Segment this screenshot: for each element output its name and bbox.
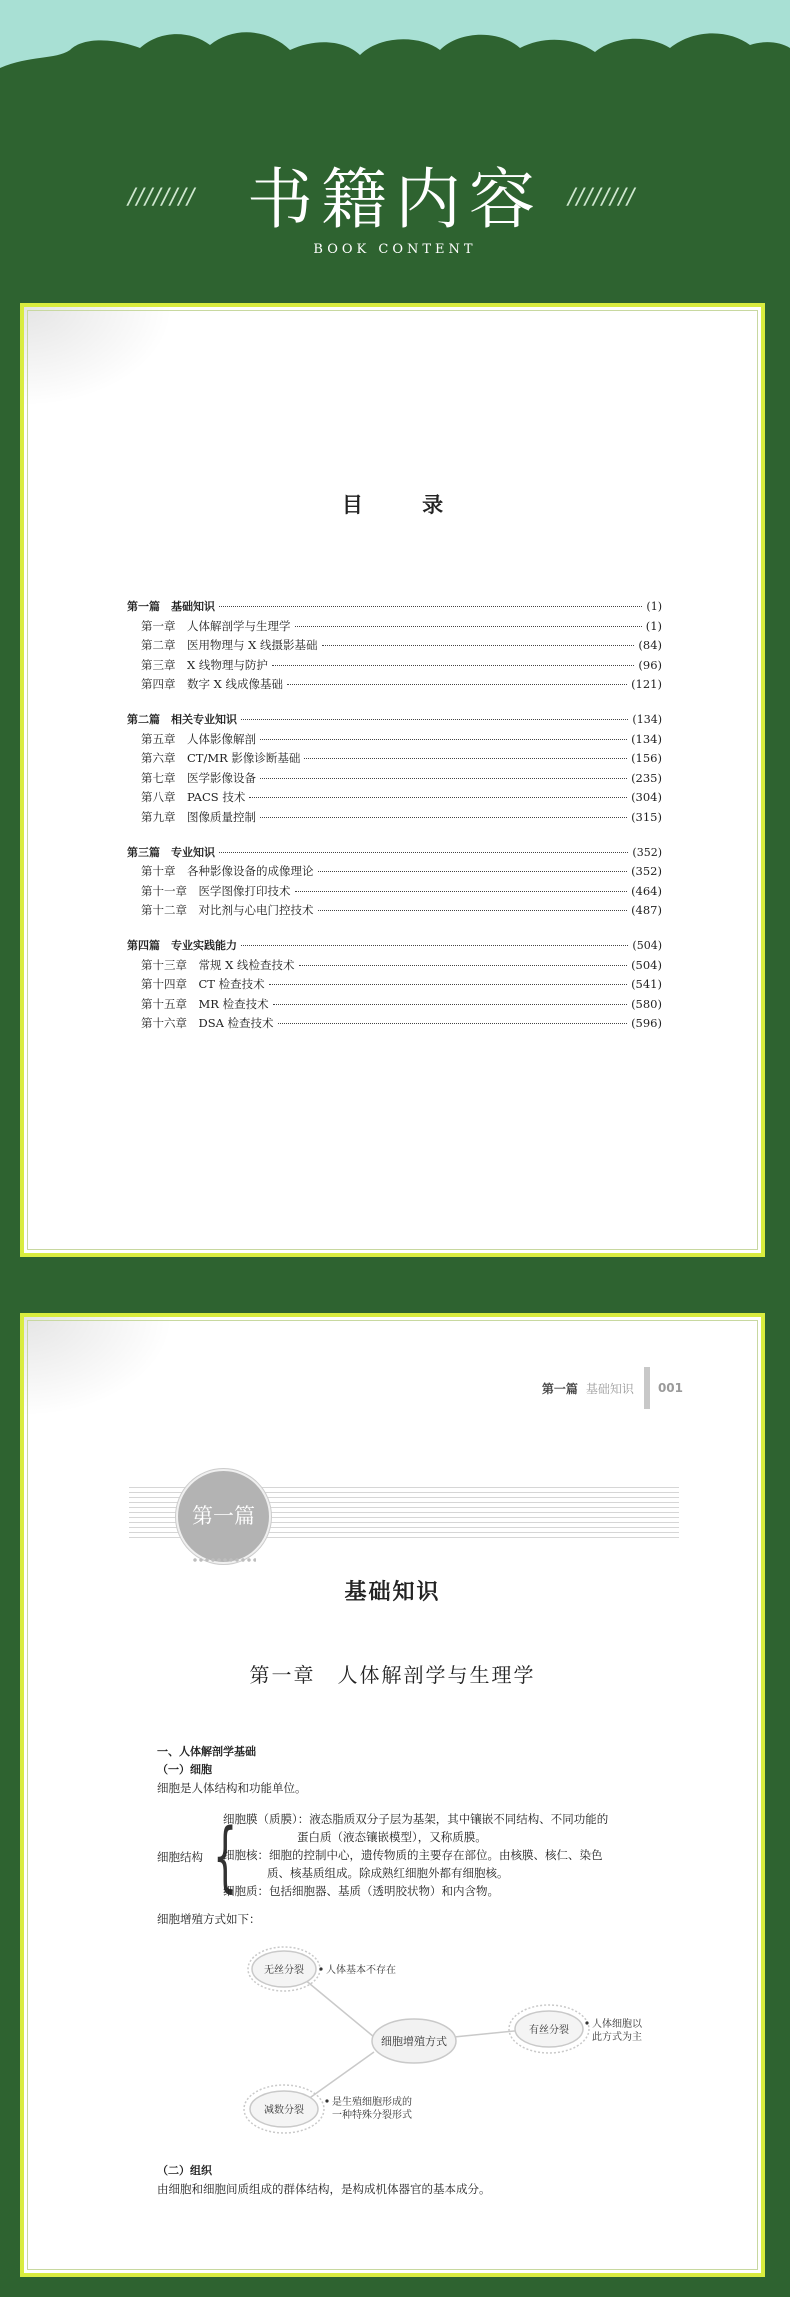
diagram-right-note-2: 此方式为主 [592, 2032, 642, 2043]
section-block-tissue [157, 2162, 687, 2198]
paragraph-cell-intro: 细胞是人体结构和功能单位。 [157, 1781, 307, 1795]
toc-chapter [127, 1014, 662, 1034]
toc-chapter-label: 第二章 医用物理与 X 线摄影基础 [141, 638, 318, 653]
bullet-icon [325, 2099, 328, 2102]
toc-chapter-page: (1) [645, 618, 662, 633]
toc-gap [127, 828, 662, 843]
heading-subtitle: BOOK CONTENT [313, 242, 477, 257]
top-decoration [0, 0, 790, 150]
toc-chapter [127, 675, 662, 695]
toc-chapter-label: 第三章 X 线物理与防护 [141, 657, 268, 672]
toc-part-label: 第三篇 专业知识 [127, 845, 215, 859]
running-head [542, 1367, 683, 1409]
leader-dots [318, 910, 628, 911]
structure-item-nucleus: 细胞核：细胞的控制中心，遗传物质的主要存在部位。由核膜、核仁、染色 [223, 1848, 603, 1862]
toc-chapter [127, 975, 662, 995]
leader-dots [322, 645, 635, 646]
toc-chapter-page: (315) [631, 809, 662, 824]
toc-chapter-page: (580) [631, 996, 662, 1011]
bullet-icon [585, 2021, 588, 2024]
running-head-part: 第一篇 [541, 1381, 578, 1396]
toc-part-page: (1) [646, 600, 662, 613]
paragraph-tissue: 由细胞和细胞间质组成的群体结构，是构成机体器官的基本成分。 [157, 2182, 491, 2196]
toc-part-page: (352) [632, 845, 662, 859]
section-block [157, 1743, 687, 1797]
connector-line [304, 2052, 374, 2102]
toc-part-label: 第二篇 相关专业知识 [127, 712, 237, 726]
leader-dots [295, 891, 628, 892]
cell-structure-block [157, 1810, 687, 1910]
toc-chapter [127, 749, 662, 769]
page-shadow [24, 307, 174, 407]
toc-chapter [127, 956, 662, 976]
toc-part-label: 第一篇 基础知识 [127, 600, 215, 613]
leader-dots [318, 871, 628, 872]
diagram-bottom-note-1: 是生殖细胞形成的 [332, 2097, 412, 2108]
structure-item-cytoplasm: 细胞质：包括细胞器、基质（透明胶状物）和内含物。 [223, 1884, 499, 1898]
diagram-bottom-note-2: 一种特殊分裂形式 [332, 2110, 412, 2121]
structure-item-membrane: 细胞膜（质膜）：液态脂质双分子层为基架，其中镶嵌不同结构、不同功能的 [223, 1812, 609, 1826]
toc-part-page: (504) [632, 938, 662, 952]
toc-chapter-page: (304) [631, 790, 662, 805]
toc-part [127, 936, 662, 956]
toc-chapter-label: 第八章 PACS 技术 [141, 790, 246, 805]
leader-dots [219, 852, 628, 853]
toc-list [127, 597, 662, 1034]
toc-chapter-page: (96) [638, 657, 662, 672]
page-number: 001 [657, 1381, 683, 1395]
toc-chapter-label: 第十三章 常规 X 线检查技术 [141, 957, 295, 972]
toc-chapter-label: 第十一章 医学图像打印技术 [141, 883, 291, 898]
leader-dots [295, 626, 642, 627]
toc-chapter [127, 636, 662, 656]
diagram-bottom-label: 减数分裂 [264, 2105, 304, 2116]
badge-dots [192, 1557, 256, 1563]
toc-chapter [127, 788, 662, 808]
toc-chapter-page: (487) [631, 903, 662, 918]
connector-line [304, 1979, 374, 2037]
toc-chapter-page: (541) [631, 977, 662, 992]
structure-label: 细胞结构 [157, 1850, 203, 1864]
toc-gap [127, 921, 662, 936]
structure-item-nucleus-cont: 质、核基质组成。除成熟红细胞外都有细胞核。 [267, 1866, 509, 1880]
toc-part-page: (134) [632, 712, 662, 726]
toc-chapter [127, 730, 662, 750]
toc-chapter-page: (134) [631, 731, 662, 746]
chapter-page [20, 1313, 765, 2277]
toc-chapter [127, 769, 662, 789]
toc-chapter-label: 第十四章 CT 检查技术 [141, 977, 265, 992]
proliferation-diagram [224, 1937, 642, 2147]
section-heading-1: 一、人体解剖学基础 [157, 1745, 256, 1758]
toc-chapter-label: 第十二章 对比剂与心电门控技术 [141, 903, 314, 918]
toc-chapter-page: (121) [631, 677, 662, 692]
toc-chapter [127, 656, 662, 676]
toc-chapter-page: (352) [631, 864, 662, 879]
toc-part-label: 第四篇 专业实践能力 [127, 938, 237, 952]
leader-dots [260, 817, 627, 818]
heading-title: 书籍内容 [247, 161, 543, 238]
toc-title: 目 录 [341, 493, 470, 517]
section-heading [0, 160, 790, 257]
running-head-name: 基础知识 [585, 1381, 634, 1396]
toc-chapter-page: (235) [631, 770, 662, 785]
toc-chapter-label: 第一章 人体解剖学与生理学 [141, 618, 291, 633]
toc-chapter-page: (596) [631, 1016, 662, 1031]
diagram-top-label: 无丝分裂 [264, 1965, 304, 1976]
toc-chapter-page: (504) [631, 957, 662, 972]
toc-part [127, 843, 662, 863]
subsection-heading-cell: （一）细胞 [157, 1763, 212, 1776]
leader-dots [260, 778, 627, 779]
toc-chapter-label: 第九章 图像质量控制 [141, 809, 256, 824]
toc-chapter-page: (464) [631, 883, 662, 898]
toc-chapter [127, 882, 662, 902]
toc-chapter-label: 第七章 医学影像设备 [141, 770, 256, 785]
leader-dots [304, 758, 627, 759]
toc-chapter-label: 第五章 人体影像解剖 [141, 731, 256, 746]
toc-chapter-label: 第十六章 DSA 检查技术 [141, 1016, 274, 1031]
toc-chapter [127, 617, 662, 637]
connector-line [454, 2030, 524, 2037]
toc-chapter-label: 第六章 CT/MR 影像诊断基础 [141, 751, 301, 766]
toc-page [20, 303, 765, 1257]
leader-dots [269, 984, 627, 985]
running-head-bar [644, 1367, 650, 1409]
toc-chapter-label: 第四章 数字 X 线成像基础 [141, 677, 283, 692]
diagram-right-label: 有丝分裂 [529, 2025, 569, 2036]
toc-chapter-page: (84) [638, 638, 662, 653]
diagram-right-note-1: 人体细胞以 [592, 2019, 642, 2030]
page-shadow [24, 1317, 174, 1417]
part-badge: 第一篇 [176, 1469, 271, 1564]
part-title: 基础知识 [344, 1579, 441, 1605]
structure-item-membrane-cont: 蛋白质（液态镶嵌模型），又称质膜。 [297, 1830, 487, 1844]
leader-dots [241, 719, 628, 720]
toc-chapter [127, 901, 662, 921]
toc-chapter-label: 第十章 各种影像设备的成像理论 [141, 864, 314, 879]
toc-part [127, 597, 662, 617]
bullet-icon [319, 1967, 322, 1970]
leader-dots [287, 684, 627, 685]
leader-dots [219, 606, 642, 607]
diagram-center-label: 细胞增殖方式 [381, 2035, 447, 2048]
toc-chapter-page: (156) [631, 751, 662, 766]
subsection-heading-tissue: （二）组织 [157, 2164, 212, 2177]
decor-slashes-right: //////// [568, 185, 636, 210]
leader-dots [273, 1004, 627, 1005]
toc-chapter-label: 第十五章 MR 检查技术 [141, 996, 269, 1011]
paragraph-proliferation: 细胞增殖方式如下： [157, 1912, 261, 1926]
brace-icon: { [213, 1811, 238, 1900]
toc-chapter [127, 862, 662, 882]
decor-slashes-left: //////// [128, 185, 196, 210]
leader-dots [272, 665, 635, 666]
leader-dots [249, 797, 627, 798]
leader-dots [299, 965, 628, 966]
leader-dots [260, 739, 627, 740]
diagram-top-note: 人体基本不存在 [326, 1965, 396, 1976]
tree-silhouette [0, 32, 790, 150]
toc-part [127, 710, 662, 730]
toc-chapter [127, 808, 662, 828]
leader-dots [278, 1023, 628, 1024]
toc-chapter [127, 995, 662, 1015]
leader-dots [241, 945, 628, 946]
chapter-title: 第一章 人体解剖学与生理学 [249, 1663, 536, 1687]
toc-gap [127, 695, 662, 710]
